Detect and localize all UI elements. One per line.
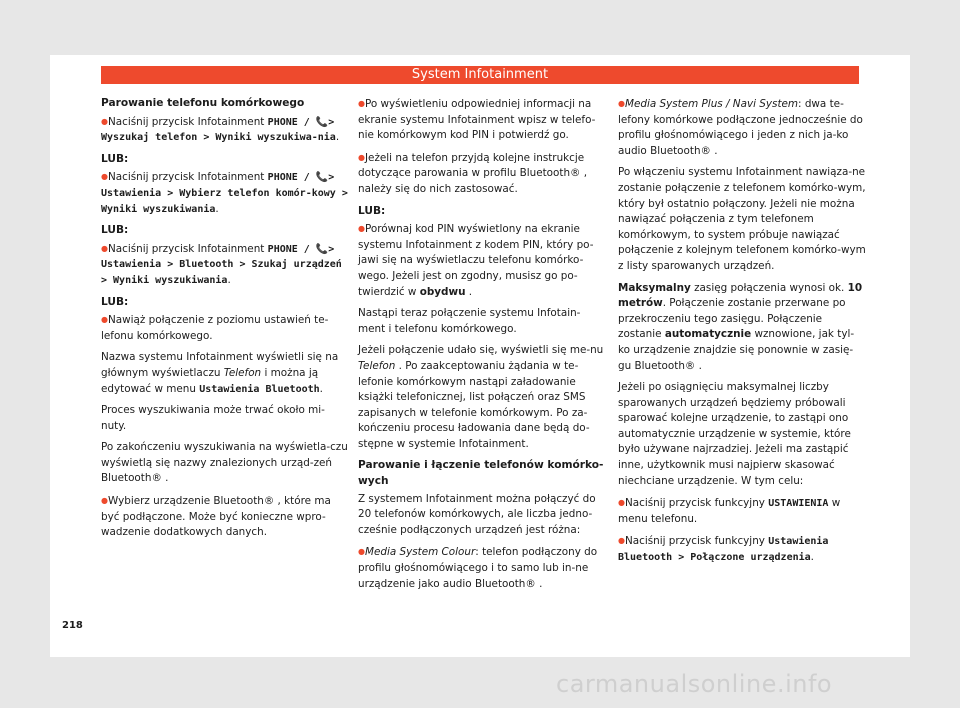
column-3 <box>618 96 866 572</box>
bullet-1 <box>618 96 866 159</box>
bold-text: automatycznie <box>664 328 752 341</box>
bold-text: obydwu <box>419 285 466 298</box>
lub-label: LUB: <box>101 152 129 165</box>
text: w menu telefonu. <box>618 497 841 525</box>
function-key: Ustawienia Bluetooth > Połączone urządzenia <box>618 536 829 564</box>
text: . Po zaakceptowaniu żądania w te-lefonie komórkowym nastąpi załadowanie książki telefonicznej, list połączeń oraz SMS zapisanych w telefonie komórkowym. Po za-kończeniu procesu ładowania dane będą do-stępne w systemie Infotainment. <box>358 359 590 450</box>
bullet-2 <box>618 495 866 527</box>
menu-path: PHONE / 📞> Ustawienia > Bluetooth > Szukaj urządzeń > Wyniki wyszukiwania <box>101 243 342 286</box>
paragraph: Po zakończeniu wyszukiwania na wyświetla-czu wyświetlą się nazwy znalezionych urząd-zeń Bluetooth® . <box>101 441 348 485</box>
bullet-text: Naciśnij przycisk Infotainment <box>107 171 268 184</box>
bullet-1: ● Naciśnij przycisk Infotainment PHONE / 📞> Wyszukaj telefon > Wyniki wyszukiwa-nia. <box>101 114 349 146</box>
lub-label: LUB: <box>101 224 129 237</box>
text: Porównaj kod PIN wyświetlony na ekranie systemu Infotainment z kodem PIN, który po-jawi się na wyświetlaczu telefonu komórko-wego. Jeżeli jest on zgodny, musisz go po-twierdzić w <box>358 223 594 298</box>
heading-pairing: Parowanie telefonu komórkowego <box>101 97 305 109</box>
column-2 <box>358 96 606 598</box>
telefon-italic: Telefon <box>358 359 396 372</box>
text: . Połączenie zostanie przerwane po przekroczeniu tego zasięgu. Połączenie zostanie <box>618 297 846 341</box>
telefon-italic: Telefon <box>223 366 262 379</box>
paragraph <box>358 343 606 452</box>
bullet-3: ● Porównaj kod PIN wyświetlony na ekranie systemu Infotainment z kodem PIN, który po-jawi się na wyświetlaczu telefonu komórko-wego. Jeżeli jest on zgodny, musisz go po-twierdzić w obydwu . <box>358 221 606 300</box>
italic-text: Media System Plus / Navi System <box>624 98 799 110</box>
menu-path: PHONE / 📞> Ustawienia > Wybierz telefon komór-kowy > Wyniki wyszukiwania <box>101 172 348 215</box>
menu-path: Ustawienia Bluetooth <box>199 383 320 395</box>
bold-text: Maksymalny <box>618 281 691 294</box>
paragraph: Proces wyszukiwania może trwać około mi-nuty. <box>101 404 325 432</box>
bullet-2: ● Naciśnij przycisk Infotainment PHONE / 📞> Ustawienia > Wybierz telefon komór-kowy > Wyniki wyszukiwania. <box>101 169 349 217</box>
bullet-4: ● Nawiąż połączenie z poziomu ustawień te-lefonu komórkowego. <box>101 312 349 344</box>
page-number: 218 <box>62 620 83 631</box>
text: zasięg połączenia wynosi ok. <box>690 281 848 294</box>
lub-label: LUB: <box>101 295 129 308</box>
column-1 <box>101 96 349 547</box>
lub-label: LUB: <box>358 204 386 217</box>
paragraph: Nastąpi teraz połączenie systemu Infotain-ment i telefonu komórkowego. <box>358 307 581 335</box>
text: wznowione, jak tyl-ko urządzenie znajdzie się ponownie w zasię-gu Bluetooth® . <box>618 328 855 372</box>
paragraph <box>618 281 866 375</box>
paragraph: Z systemem Infotainment można połączyć do 20 telefonów komórkowych, ale liczba jedno-cześnie podłączonych urządzeń jest różna: <box>358 492 596 536</box>
bullet-3: ● Naciśnij przycisk Infotainment PHONE / 📞> Ustawienia > Bluetooth > Szukaj urządzeń > Wyniki wyszukiwania. <box>101 241 349 289</box>
bold-text: 10 metrów <box>618 281 863 310</box>
bullet-2: ● Jeżeli na telefon przyjdą kolejne instrukcje dotyczące parowania w profilu Bluetooth® , należy się do nich zastosować. <box>358 150 606 198</box>
text: Naciśnij przycisk funkcyjny <box>624 497 769 510</box>
bullet-5: ● Wybierz urządzenie Bluetooth® , które ma być podłączone. Może być konieczne wpro-wadzenie dodatkowych danych. <box>101 493 349 541</box>
text: i można ją edytować w menu <box>101 366 319 395</box>
bullet-3 <box>618 533 866 565</box>
text: : telefon podłączony do profilu głośnomówiącego i to samo lub in-ne urządzenie jako audio Bluetooth® . <box>358 546 598 590</box>
paragraph: Jeżeli po osiągnięciu maksymalnej liczby sparowanych urządzeń będziemy próbowali sparować kolejne urządzenie, to zastąpi ono automatycznie urządzenie w systemie, które było używane najrzadziej. Jeżeli ma zastąpić inne, użytkownik musi najpierw skasować niechciane urządzenie. W tym celu: <box>618 381 851 487</box>
function-key: USTAWIENIA <box>768 498 829 510</box>
heading-pairing-connecting: Parowanie i łączenie telefonów komórko-wych <box>358 459 604 488</box>
italic-text: Media System Colour <box>364 546 476 559</box>
section-header: System Infotainment <box>101 66 859 84</box>
menu-path: PHONE / 📞> Wyszukaj telefon > Wyniki wyszukiwa-nia <box>101 116 336 144</box>
text: Nazwa systemu Infotainment wyświetli się na głównym wyświetlaczu <box>101 351 339 379</box>
text: Naciśnij przycisk funkcyjny <box>624 535 769 548</box>
bullet-text: Naciśnij przycisk Infotainment <box>107 115 268 128</box>
paragraph: Po włączeniu systemu Infotainment nawiąza-ne zostanie połączenie z telefonem komórko-wym, który był ostatnio połączony. Jeżeli nie można nawiązać połączenia z tym telefonem komórkowym, to system próbuje nawiązać połączenie z kolejnym telefonem komórko-wym z listy sparowanych urządzeń. <box>618 166 866 272</box>
bullet-1: ● Po wyświetleniu odpowiedniej informacji na ekranie systemu Infotainment wpisz w telefo-nie komórkowym kod PIN i potwierdź go. <box>358 96 606 144</box>
text: : dwa te-lefony komórkowe podłączone jednocześnie do profilu głośnomówiącego i jeden z nich ja-ko audio Bluetooth® . <box>618 98 863 157</box>
bullet-4 <box>358 544 606 592</box>
text: Jeżeli połączenie udało się, wyświetli się me-nu <box>358 344 604 357</box>
watermark: carmanualsonline.info <box>556 670 833 698</box>
bullet-text: Naciśnij przycisk Infotainment <box>107 242 268 255</box>
text: . <box>810 551 814 564</box>
paragraph: Nazwa systemu Infotainment wyświetli się na głównym wyświetlaczu Telefon i można ją edytować w menu Ustawienia Bluetooth. <box>101 351 339 395</box>
